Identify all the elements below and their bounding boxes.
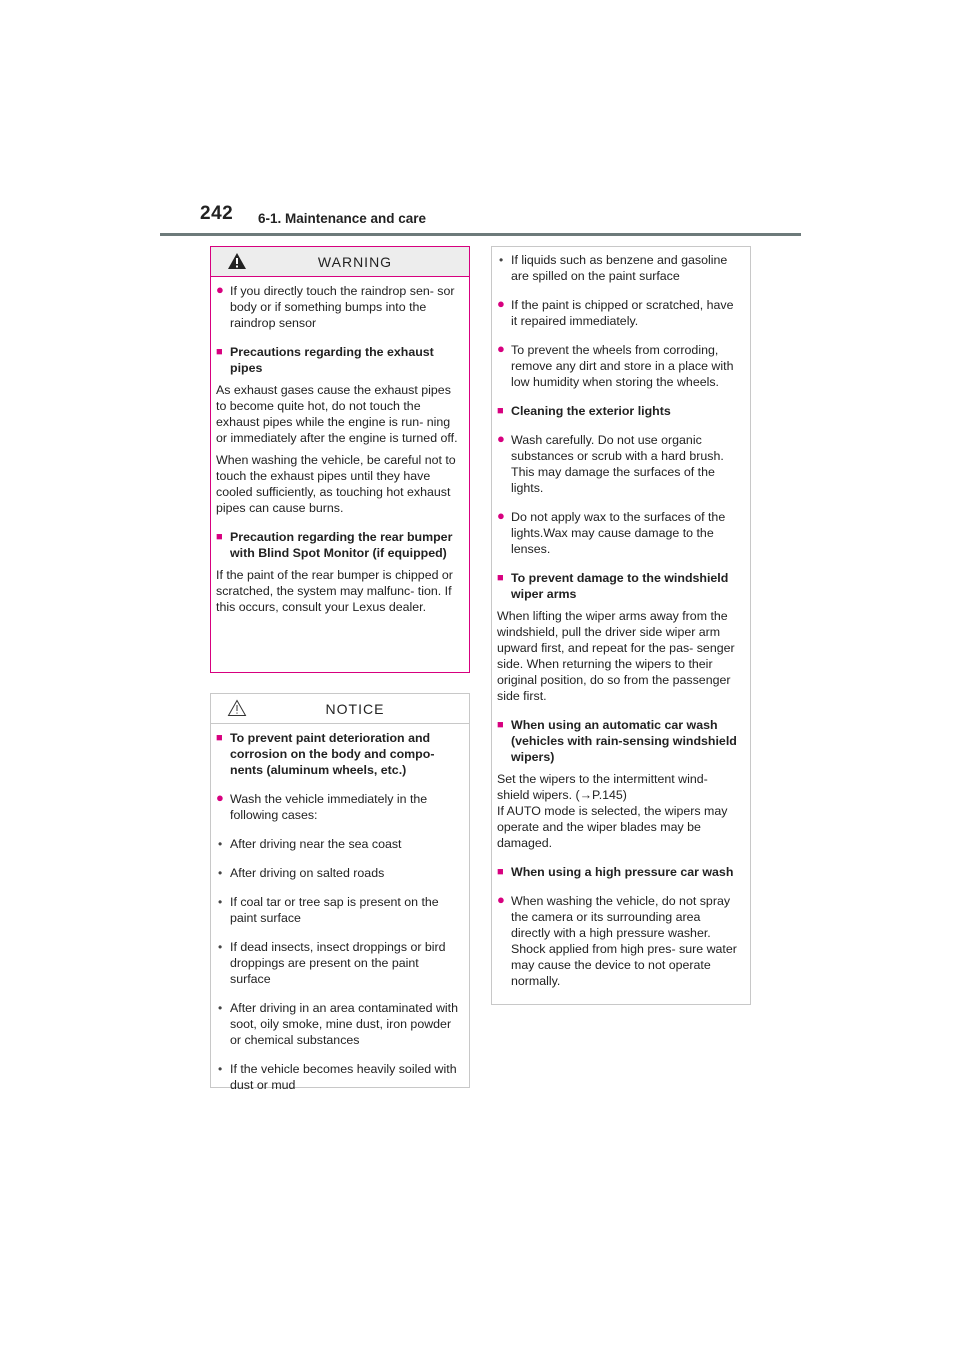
paragraph (497, 771, 742, 803)
notice-body (211, 724, 469, 1093)
notice-triangle-icon (227, 699, 247, 717)
paragraph (216, 567, 461, 615)
circle-bullet-icon: ● (497, 431, 505, 446)
circle-bullet-icon: ● (497, 341, 505, 356)
warning-header (211, 247, 469, 277)
subheading (497, 403, 742, 419)
item-text: Do not apply wax to the surfaces of the lights.Wax may cause damage to the lenses. (511, 510, 726, 556)
subheading (216, 344, 461, 376)
square-bullet-icon: ■ (497, 572, 504, 584)
paragraph (497, 608, 742, 704)
dot-bullet-icon: • (218, 866, 223, 880)
subheading (497, 570, 742, 602)
item-text: After driving on salted roads (230, 866, 385, 880)
warning-triangle-icon (227, 252, 247, 270)
list-item (497, 893, 742, 989)
dot-bullet-icon: • (218, 1001, 223, 1015)
subheading (216, 730, 461, 778)
dot-bullet-icon: • (218, 940, 223, 954)
item-text: When lifting the wiper arms away from the windshield, pull the driver side wiper arm upward first, and repeat for the pas- senger side. When returning the wipers to their original position, do so from the passenger side first. (497, 609, 735, 703)
paragraph (216, 452, 461, 516)
dot-bullet-icon: • (218, 895, 223, 909)
dot-bullet-icon: • (218, 837, 223, 851)
item-text: Cleaning the exterior lights (511, 404, 671, 418)
continued-notice-box (491, 246, 751, 1005)
square-bullet-icon: ■ (216, 531, 223, 543)
warning-box (210, 246, 470, 673)
item-text: To prevent damage to the windshield wiper arms (511, 571, 729, 601)
square-bullet-icon: ■ (497, 866, 504, 878)
list-item (216, 1061, 461, 1093)
item-text: If dead insects, insect droppings or bird droppings are present on the paint surface (230, 940, 446, 986)
item-text: Precautions regarding the exhaust pipes (230, 345, 434, 375)
dot-bullet-icon: • (218, 1062, 223, 1076)
list-item (216, 791, 461, 823)
paragraph (216, 382, 461, 446)
continued-notice-body (492, 247, 750, 989)
list-item (216, 836, 461, 852)
page-number: 242 (200, 203, 234, 224)
circle-bullet-icon: ● (497, 508, 505, 523)
square-bullet-icon: ■ (216, 346, 223, 358)
circle-bullet-icon: ● (216, 282, 224, 297)
notice-header (211, 694, 469, 724)
item-text: To prevent paint deterioration and corrosion on the body and compo- nents (aluminum wheels, etc.) (230, 731, 435, 777)
item-text: If AUTO mode is selected, the wipers may operate and the wiper blades may be damaged. (497, 804, 728, 850)
item-text: If you directly touch the raindrop sen- sor body or if something bumps into the raindrop sensor (230, 284, 455, 330)
notice-box (210, 693, 470, 1092)
item-text: If the vehicle becomes heavily soiled with dust or mud (230, 1062, 457, 1092)
paragraph (497, 803, 742, 851)
item-text: Wash the vehicle immediately in the following cases: (230, 792, 428, 822)
item-text: If liquids such as benzene and gasoline are spilled on the paint surface (511, 253, 728, 283)
item-text: When washing the vehicle, be careful not to touch the exhaust pipes until they have cooled sufficiently, as touching hot exhaust pipes can cause burns. (216, 453, 456, 515)
square-bullet-icon: ■ (497, 719, 504, 731)
list-item (216, 865, 461, 881)
list-item (216, 939, 461, 987)
item-text: After driving near the sea coast (230, 837, 402, 851)
subheading (497, 864, 742, 880)
header-rule (160, 233, 801, 236)
circle-bullet-icon: ● (497, 892, 505, 907)
warning-body (211, 277, 469, 615)
list-item (497, 342, 742, 390)
list-item (497, 432, 742, 496)
circle-bullet-icon: ● (497, 296, 505, 311)
list-item (497, 509, 742, 557)
notice-label: NOTICE (325, 700, 385, 717)
item-text: To prevent the wheels from corroding, remove any dirt and store in a place with low humidity when storing the wheels. (511, 343, 734, 389)
item-text: Wash carefully. Do not use organic substances or scrub with a hard brush. This may damage the surfaces of the lights. (511, 433, 724, 495)
subheading (497, 717, 742, 765)
item-text: As exhaust gases cause the exhaust pipes to become quite hot, do not touch the exhaust pipes while the engine is run- ning or immediately after the engine is turned off. (216, 383, 458, 445)
item-text: When using an automatic car wash (vehicles with rain-sensing windshield wipers) (511, 718, 737, 764)
item-text: If the paint of the rear bumper is chipped or scratched, the system may malfunc- tion. If this occurs, consult your Lexus dealer. (216, 568, 453, 614)
square-bullet-icon: ■ (216, 732, 223, 744)
item-text: After driving in an area contaminated with soot, oily smoke, mine dust, iron powder or chemical substances (230, 1001, 458, 1047)
item-text: If the paint is chipped or scratched, have it repaired immediately. (511, 298, 734, 328)
list-item (216, 894, 461, 926)
item-text: When washing the vehicle, do not spray the camera or its surrounding area directly with a high pressure washer. Shock applied from high pres- sure water may cause the device to not operate normally. (511, 894, 737, 988)
item-text: Set the wipers to the intermittent wind- shield wipers. (→P.145) (497, 772, 708, 802)
list-item (497, 297, 742, 329)
item-text: If coal tar or tree sap is present on the paint surface (230, 895, 439, 925)
dot-bullet-icon: • (499, 253, 504, 267)
square-bullet-icon: ■ (497, 405, 504, 417)
list-item (497, 252, 742, 284)
list-item (216, 1000, 461, 1048)
warning-label: WARNING (317, 253, 393, 270)
section-title: 6-1. Maintenance and care (258, 211, 427, 226)
item-text: When using a high pressure car wash (511, 865, 734, 879)
circle-bullet-icon: ● (216, 790, 224, 805)
subheading (216, 529, 461, 561)
item-text: Precaution regarding the rear bumper with Blind Spot Monitor (if equipped) (230, 530, 453, 560)
list-item (216, 283, 461, 331)
